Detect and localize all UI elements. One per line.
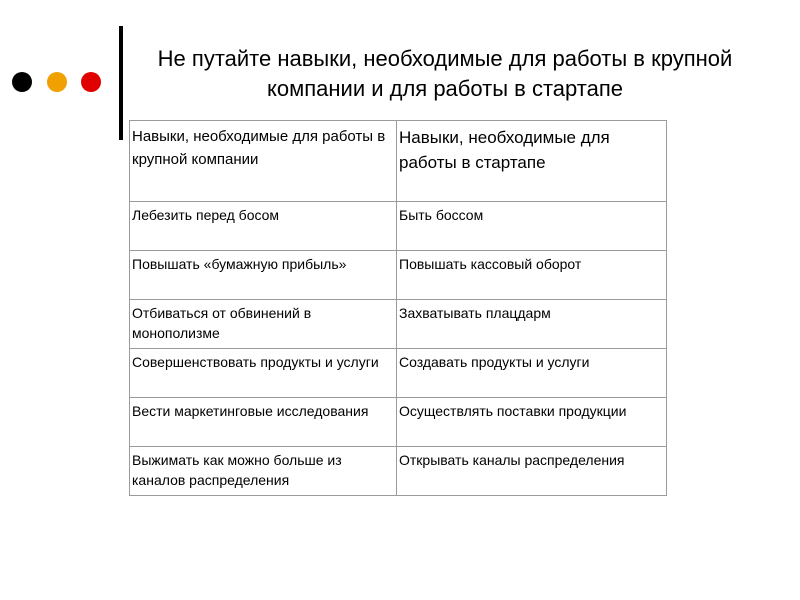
table-cell-large-company: Повышать «бумажную прибыль» — [130, 251, 397, 300]
header-cell-large-company: Навыки, необходимые для работы в крупной компании — [130, 121, 397, 202]
table-row — [130, 251, 667, 300]
table-cell-startup: Быть боссом — [397, 202, 667, 251]
orange-dot-icon — [47, 72, 67, 92]
header-cell-startup: Навыки, необходимые для работы в стартапе — [397, 121, 667, 202]
table-cell-startup: Создавать продукты и услуги — [397, 349, 667, 398]
table-row — [130, 447, 667, 496]
table-header-row — [130, 121, 667, 202]
table-cell-large-company: Отбиваться от обвинений в монополизме — [130, 300, 397, 349]
table-cell-startup: Открывать каналы распределения — [397, 447, 667, 496]
table-row — [130, 202, 667, 251]
table-cell-large-company: Выжимать как можно больше из каналов распределения — [130, 447, 397, 496]
bullet-dots-decoration — [12, 72, 104, 94]
table-row — [130, 300, 667, 349]
table-row — [130, 349, 667, 398]
table-row — [130, 398, 667, 447]
table-cell-startup: Захватывать плацдарм — [397, 300, 667, 349]
red-dot-icon — [81, 72, 101, 92]
table-cell-large-company: Вести маркетинговые исследования — [130, 398, 397, 447]
slide-title: Не путайте навыки, необходимые для работы в крупной компании и для работы в стартапе — [157, 46, 733, 101]
table-cell-startup: Осуществлять поставки продукции — [397, 398, 667, 447]
table-cell-startup: Повышать кассовый оборот — [397, 251, 667, 300]
table-cell-large-company: Совершенствовать продукты и услуги — [130, 349, 397, 398]
black-dot-icon — [12, 72, 32, 92]
table-cell-large-company: Лебезить перед босом — [130, 202, 397, 251]
skills-comparison-table — [129, 120, 667, 496]
title-divider — [119, 26, 123, 140]
